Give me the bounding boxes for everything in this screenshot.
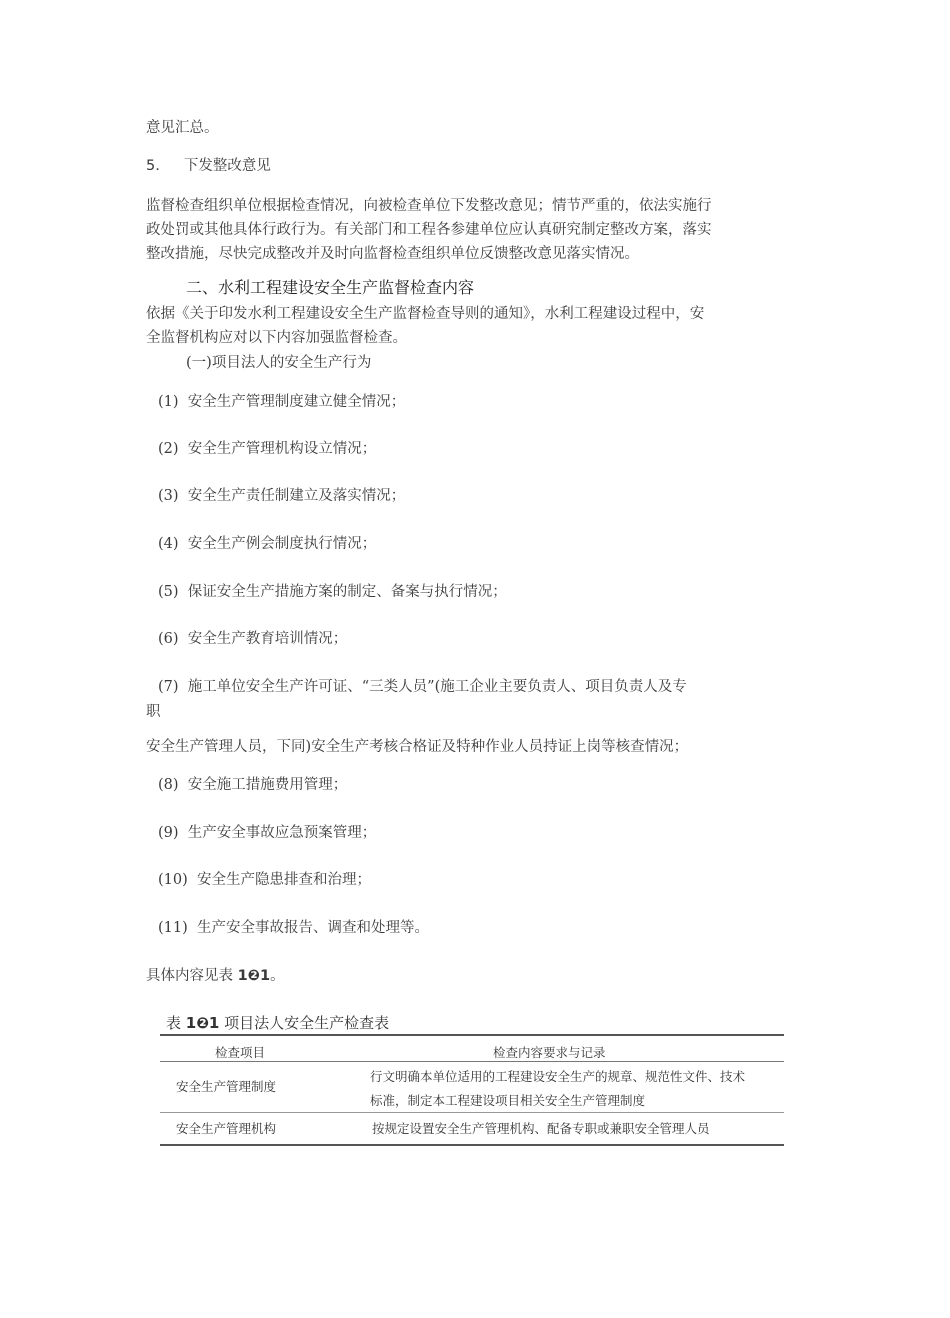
list-item <box>158 582 507 602</box>
list-item-number: (7) <box>158 679 179 695</box>
step5-para-line-3: 整改措施，尽快完成整改并及时向监督检查组织单位反馈整改意见落实情况。 <box>146 246 639 262</box>
step5-para-line-1: 监督检查组织单位根据检查情况，向被检查单位下发整改意见；情节严重的，依法实施行 <box>146 198 712 214</box>
list-item-text: 生产安全事故应急预案管理； <box>187 825 377 841</box>
subsection-1-title: (一)项目法人的安全生产行为 <box>186 355 372 371</box>
intro-tail-text: 意见汇总。 <box>146 120 219 136</box>
table-top-rule <box>160 1034 784 1036</box>
list-item-text: 施工单位安全生产许可证、“三类人员”(施工企业主要负责人、项目负责人及专 <box>187 679 687 695</box>
table-caption-title: 项目法人安全生产检查表 <box>219 1014 390 1032</box>
table-caption <box>166 1013 389 1033</box>
list-item-number: (8) <box>158 777 179 793</box>
list-item-number: (1) <box>158 394 179 410</box>
list-item-text: 安全生产管理制度建立健全情况； <box>187 394 406 410</box>
table-ref-suffix: 。 <box>270 968 285 984</box>
step5-number: 5. <box>146 158 160 174</box>
table-caption-code: 1❷1 <box>185 1014 220 1032</box>
list-item-text: 安全生产隐患排查和治理； <box>196 872 371 888</box>
step5-para-line-2: 政处罚或其他具体行政行为。有关部门和工程各参建单位应认真研究制定整改方案，落实 <box>146 222 712 238</box>
table-header-content: 检查内容要求与记录 <box>493 1045 606 1060</box>
table-row-2-item: 安全生产管理机构 <box>176 1121 277 1136</box>
list-item-number: (2) <box>158 441 179 457</box>
table-header-item: 检查项目 <box>215 1045 266 1060</box>
list-item-text: 安全生产管理机构设立情况； <box>187 441 377 457</box>
step5-heading <box>146 156 271 176</box>
list-item <box>158 870 371 890</box>
step5-title: 下发整改意见 <box>183 158 271 174</box>
table-row-2-content: 按规定设置安全生产管理机构、配备专职或兼职安全管理人员 <box>372 1121 710 1136</box>
table-bottom-rule <box>160 1144 784 1146</box>
section2-para-line-2: 全监督机构应对以下内容加强监督检查。 <box>146 330 407 346</box>
table-caption-prefix: 表 <box>166 1014 186 1032</box>
list-item <box>158 918 429 938</box>
section2-para-line-1: 依据《关于印发水利工程建设安全生产监督检查导则的通知》，水利工程建设过程中，安 <box>146 306 705 322</box>
list-item <box>158 392 405 412</box>
table-ref-code: 1❷1 <box>237 968 271 984</box>
table-row-1-content-line-1: 行文明确本单位适用的工程建设安全生产的规章、规范性文件、技术 <box>370 1069 746 1084</box>
list-item <box>158 629 347 649</box>
list-item-text: 保证安全生产措施方案的制定、备案与执行情况； <box>187 584 507 600</box>
list-item-number: (4) <box>158 536 179 552</box>
list-item <box>158 775 347 795</box>
table-row-divider <box>160 1112 784 1113</box>
list-item-number: (6) <box>158 631 179 647</box>
list-item-number: (9) <box>158 825 179 841</box>
list-item-text: 安全生产教育培训情况； <box>187 631 348 647</box>
list-item <box>158 439 376 459</box>
list-item <box>158 823 376 843</box>
list-item-text: 安全生产责任制建立及落实情况； <box>187 488 406 504</box>
section2-heading: 二、水利工程建设安全生产监督检查内容 <box>186 278 475 297</box>
table-reference <box>146 966 285 986</box>
table-row-1-content-line-2: 标准，制定本工程建设项目相关安全生产管理制度 <box>370 1093 646 1108</box>
list-item-number: (5) <box>158 584 179 600</box>
list-item-wrap-text: 职 <box>146 704 161 720</box>
list-item-number: (10) <box>158 872 188 888</box>
list-item <box>158 677 687 697</box>
list-item-text: 安全生产例会制度执行情况； <box>187 536 377 552</box>
list-item-continuation: 安全生产管理人员，下同)安全生产考核合格证及特种作业人员持证上岗等核查情况； <box>146 739 689 755</box>
list-item-number: (3) <box>158 488 179 504</box>
table-header-rule <box>160 1061 784 1062</box>
table-row-1-item: 安全生产管理制度 <box>176 1079 277 1094</box>
table-ref-prefix: 具体内容见表 <box>146 968 238 984</box>
list-item <box>158 486 405 506</box>
list-item <box>158 534 376 554</box>
list-item-number: (11) <box>158 920 188 936</box>
list-item-text: 安全施工措施费用管理； <box>187 777 348 793</box>
list-item-text: 生产安全事故报告、调查和处理等。 <box>196 920 429 936</box>
